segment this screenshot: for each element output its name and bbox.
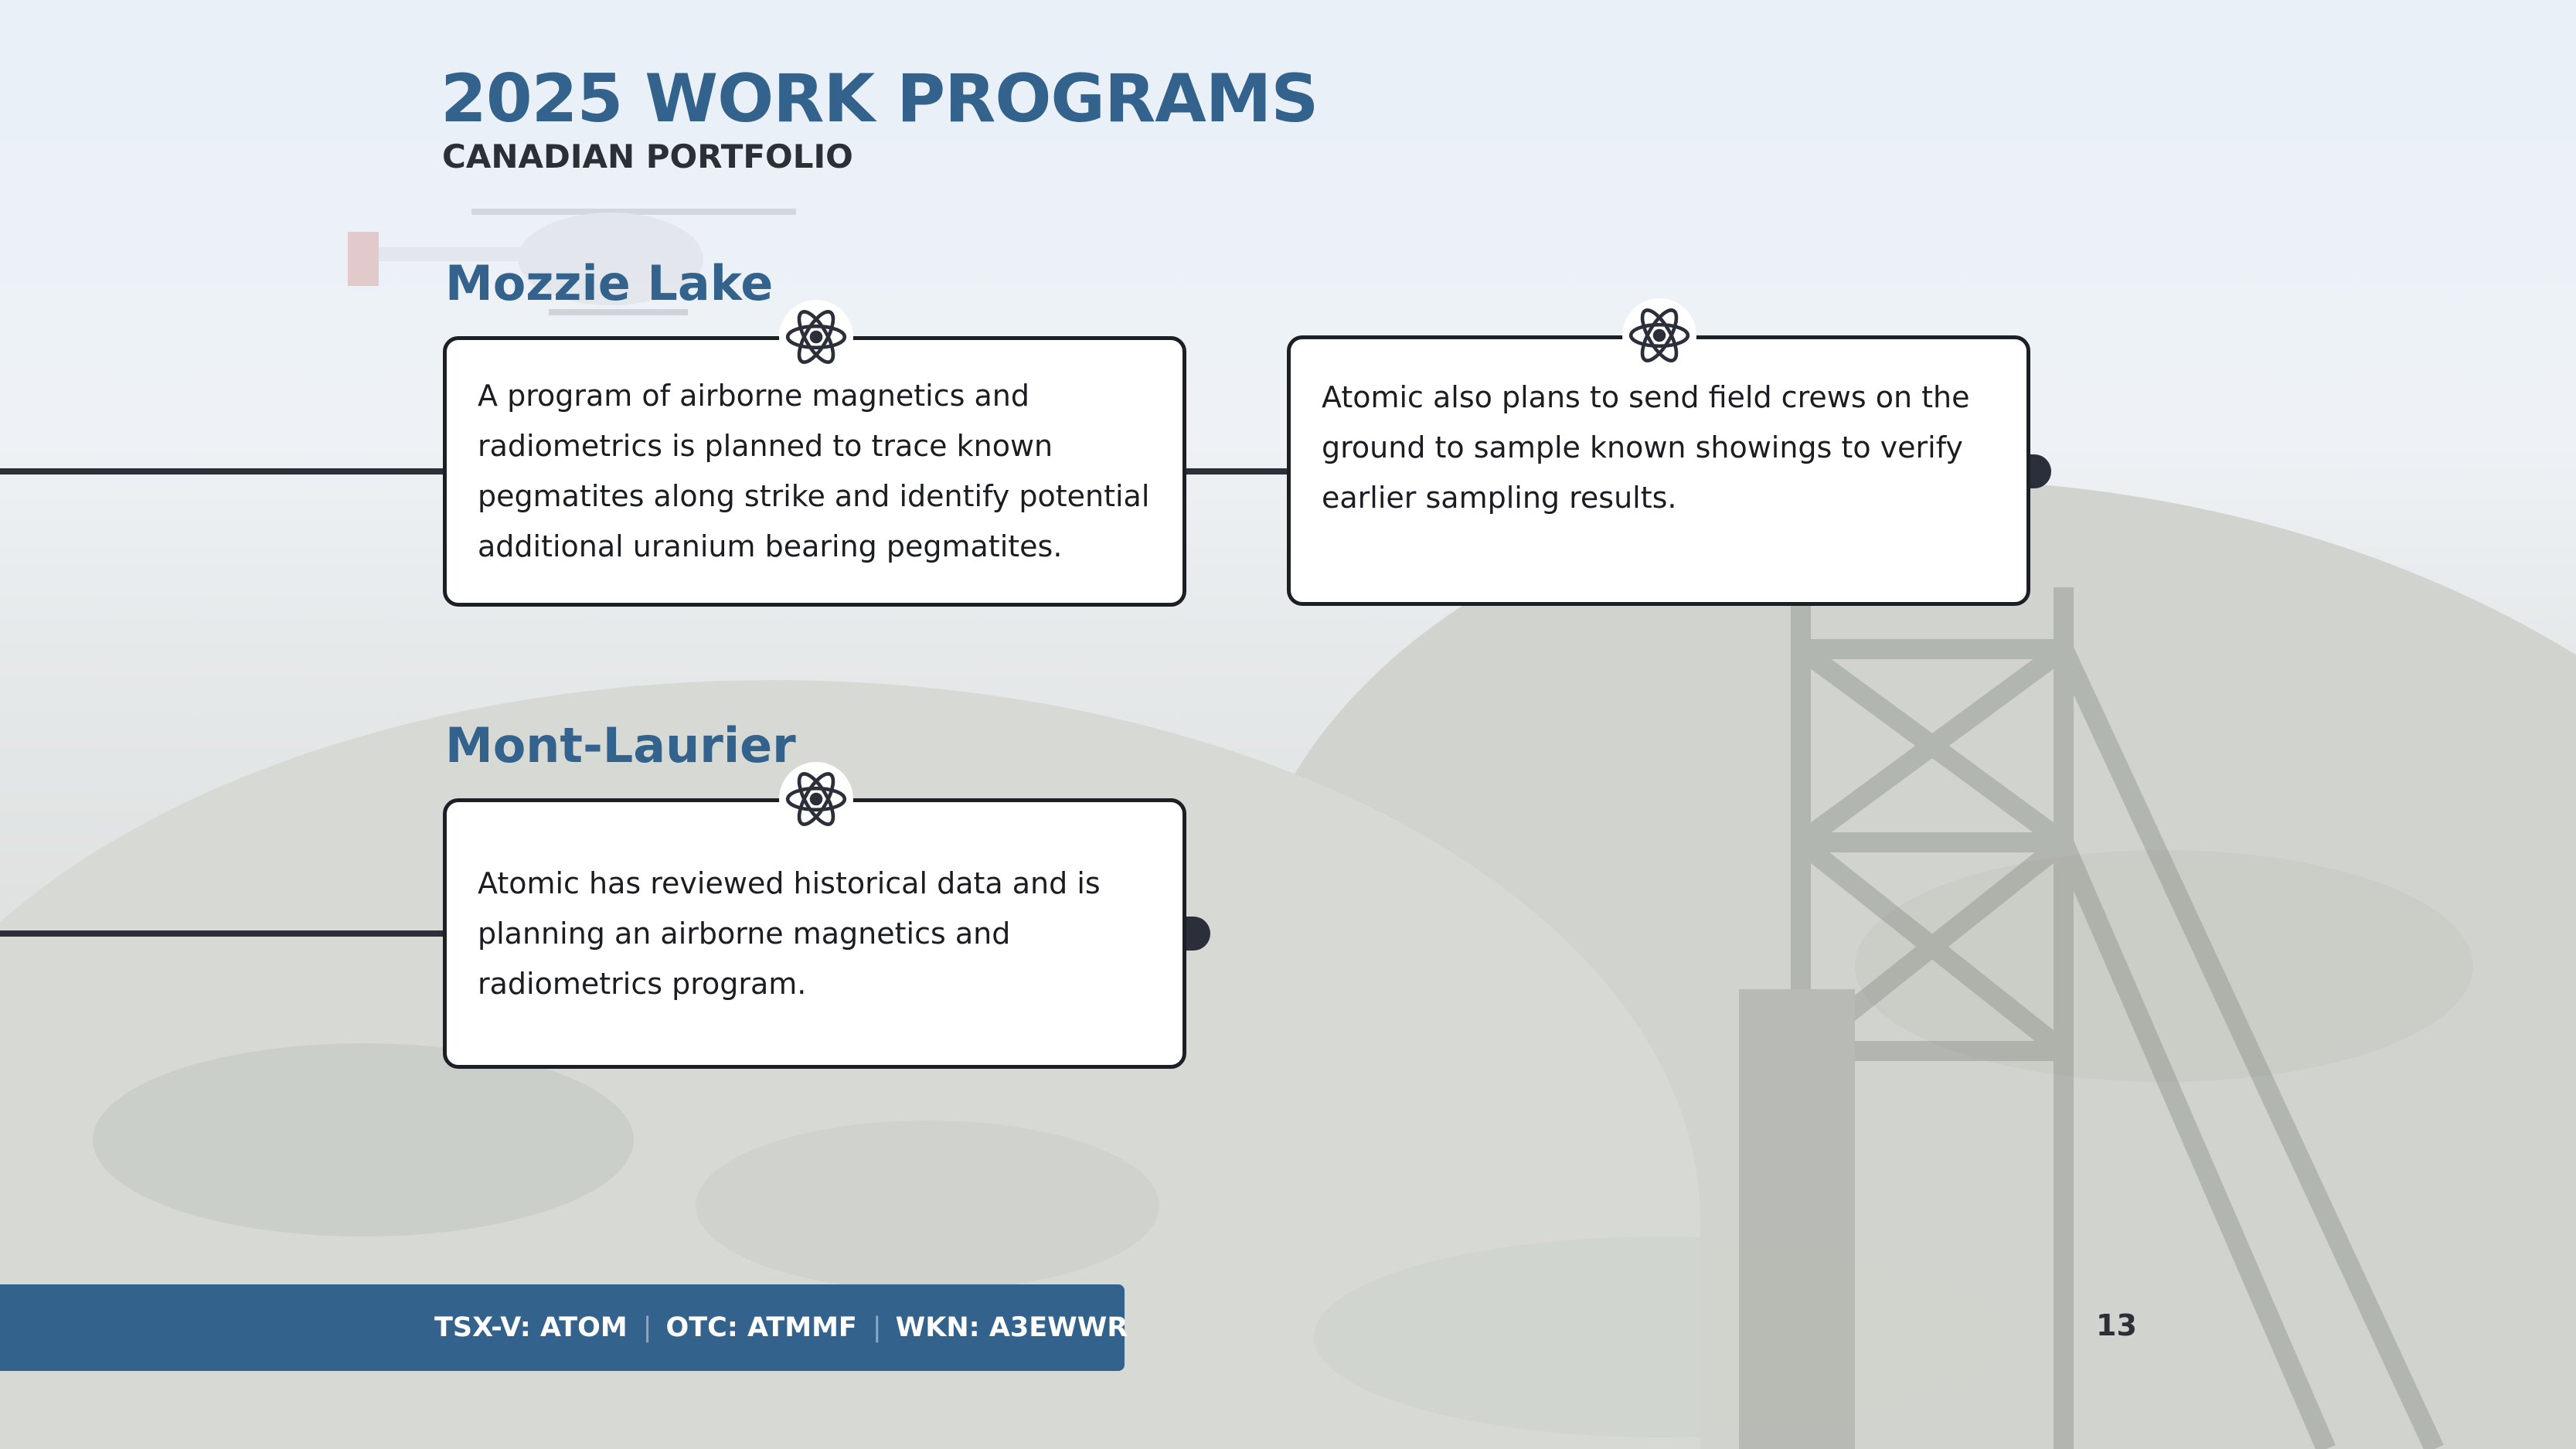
section-title-mozzie-lake: Mozzie Lake <box>445 255 774 311</box>
atom-icon <box>779 762 853 836</box>
page-subtitle: CANADIAN PORTFOLIO <box>442 138 853 175</box>
ticker-separator: | <box>872 1312 882 1343</box>
ticker-tsx: TSX-V: ATOM <box>434 1312 628 1343</box>
section-title-mont-laurier: Mont-Laurier <box>445 717 796 774</box>
program-card-text: Atomic also plans to send field crews on the ground to sample known showings to verify earlier sampling results. <box>1322 379 1970 515</box>
timeline-connector <box>1185 468 1288 474</box>
page-title: 2025 WORK PROGRAMS <box>441 60 1319 138</box>
page-number: 13 <box>2096 1308 2137 1342</box>
program-card-text: A program of airborne magnetics and radiometrics is planned to trace known pegmatites along strike and identify potential additional uranium bearing pegmatites. <box>478 379 1150 563</box>
background-shrub <box>696 1121 1159 1291</box>
program-card <box>443 798 1186 1069</box>
program-card-text: Atomic has reviewed historical data and is planning an airborne magnetics and radiometrics program. <box>478 866 1101 1001</box>
background-shrub <box>93 1043 634 1236</box>
ticker-otc: OTC: ATMMF <box>665 1312 857 1343</box>
atom-icon <box>779 300 853 374</box>
program-card <box>443 336 1186 607</box>
timeline-line <box>0 930 444 937</box>
ticker-wkn: WKN: A3EWWR <box>895 1312 1128 1343</box>
atom-icon <box>1622 298 1696 372</box>
timeline-line <box>0 468 444 474</box>
footer-ticker-bar <box>0 1284 1128 1371</box>
ticker-separator: | <box>642 1312 652 1343</box>
program-card <box>1287 335 2030 606</box>
